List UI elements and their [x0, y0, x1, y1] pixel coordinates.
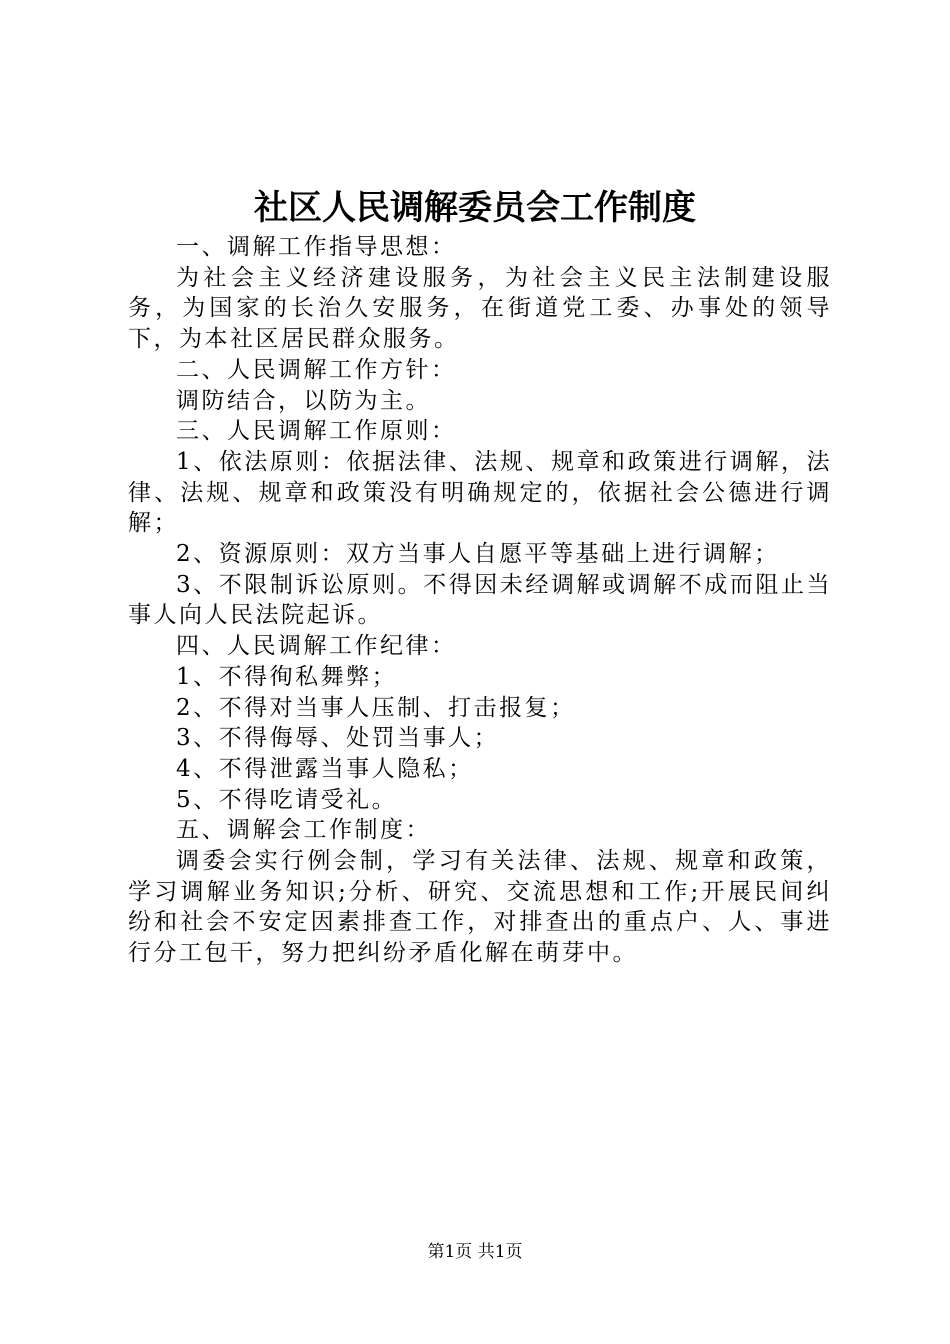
paragraph-work-system: 调委会实行例会制，学习有关法律、法规、规章和政策，学习调解业务知识;分析、研究、交流思想和工作;开展民间纠纷和社会不安定因素排查工作，对排查出的重点户、人、事进行分工包干，努力把纠纷矛盾化解在萌芽中。 — [128, 848, 832, 967]
principle-item-1: 1、依法原则：依据法律、法规、规章和政策进行调解，法律、法规、规章和政策没有明确规定的，依据社会公德进行调解； — [128, 448, 832, 537]
section-heading-3: 三、人民调解工作原则： — [176, 418, 457, 445]
page-number-footer: 第1页 共1页 — [427, 1242, 523, 1262]
section-heading-5: 五、调解会工作制度： — [176, 817, 431, 844]
discipline-item-4: 4、不得泄露当事人隐私； — [176, 755, 474, 782]
principle-item-3: 3、不限制诉讼原则。不得因未经调解或调解不成而阻止当事人向人民法院起诉。 — [128, 571, 832, 629]
section-heading-4: 四、人民调解工作纪律： — [176, 633, 457, 660]
paragraph-policy: 调防结合，以防为主。 — [176, 387, 431, 414]
document-title: 社区人民调解委员会工作制度 — [254, 188, 696, 228]
paragraph-guiding-thought: 为社会主义经济建设服务，为社会主义民主法制建设服务，为国家的长治久安服务，在街道党工委、办事处的领导下，为本社区居民群众服务。 — [128, 264, 832, 353]
document-body — [128, 232, 832, 969]
discipline-item-3: 3、不得侮辱、处罚当事人； — [176, 725, 500, 752]
discipline-item-5: 5、不得吃请受礼。 — [176, 786, 398, 813]
section-heading-2: 二、人民调解工作方针： — [176, 356, 457, 383]
discipline-item-2: 2、不得对当事人压制、打击报复； — [176, 694, 576, 721]
discipline-item-1: 1、不得徇私舞弊； — [176, 663, 398, 690]
principle-item-2: 2、资源原则：双方当事人自愿平等基础上进行调解； — [176, 541, 780, 568]
section-heading-1: 一、调解工作指导思想： — [176, 234, 457, 260]
